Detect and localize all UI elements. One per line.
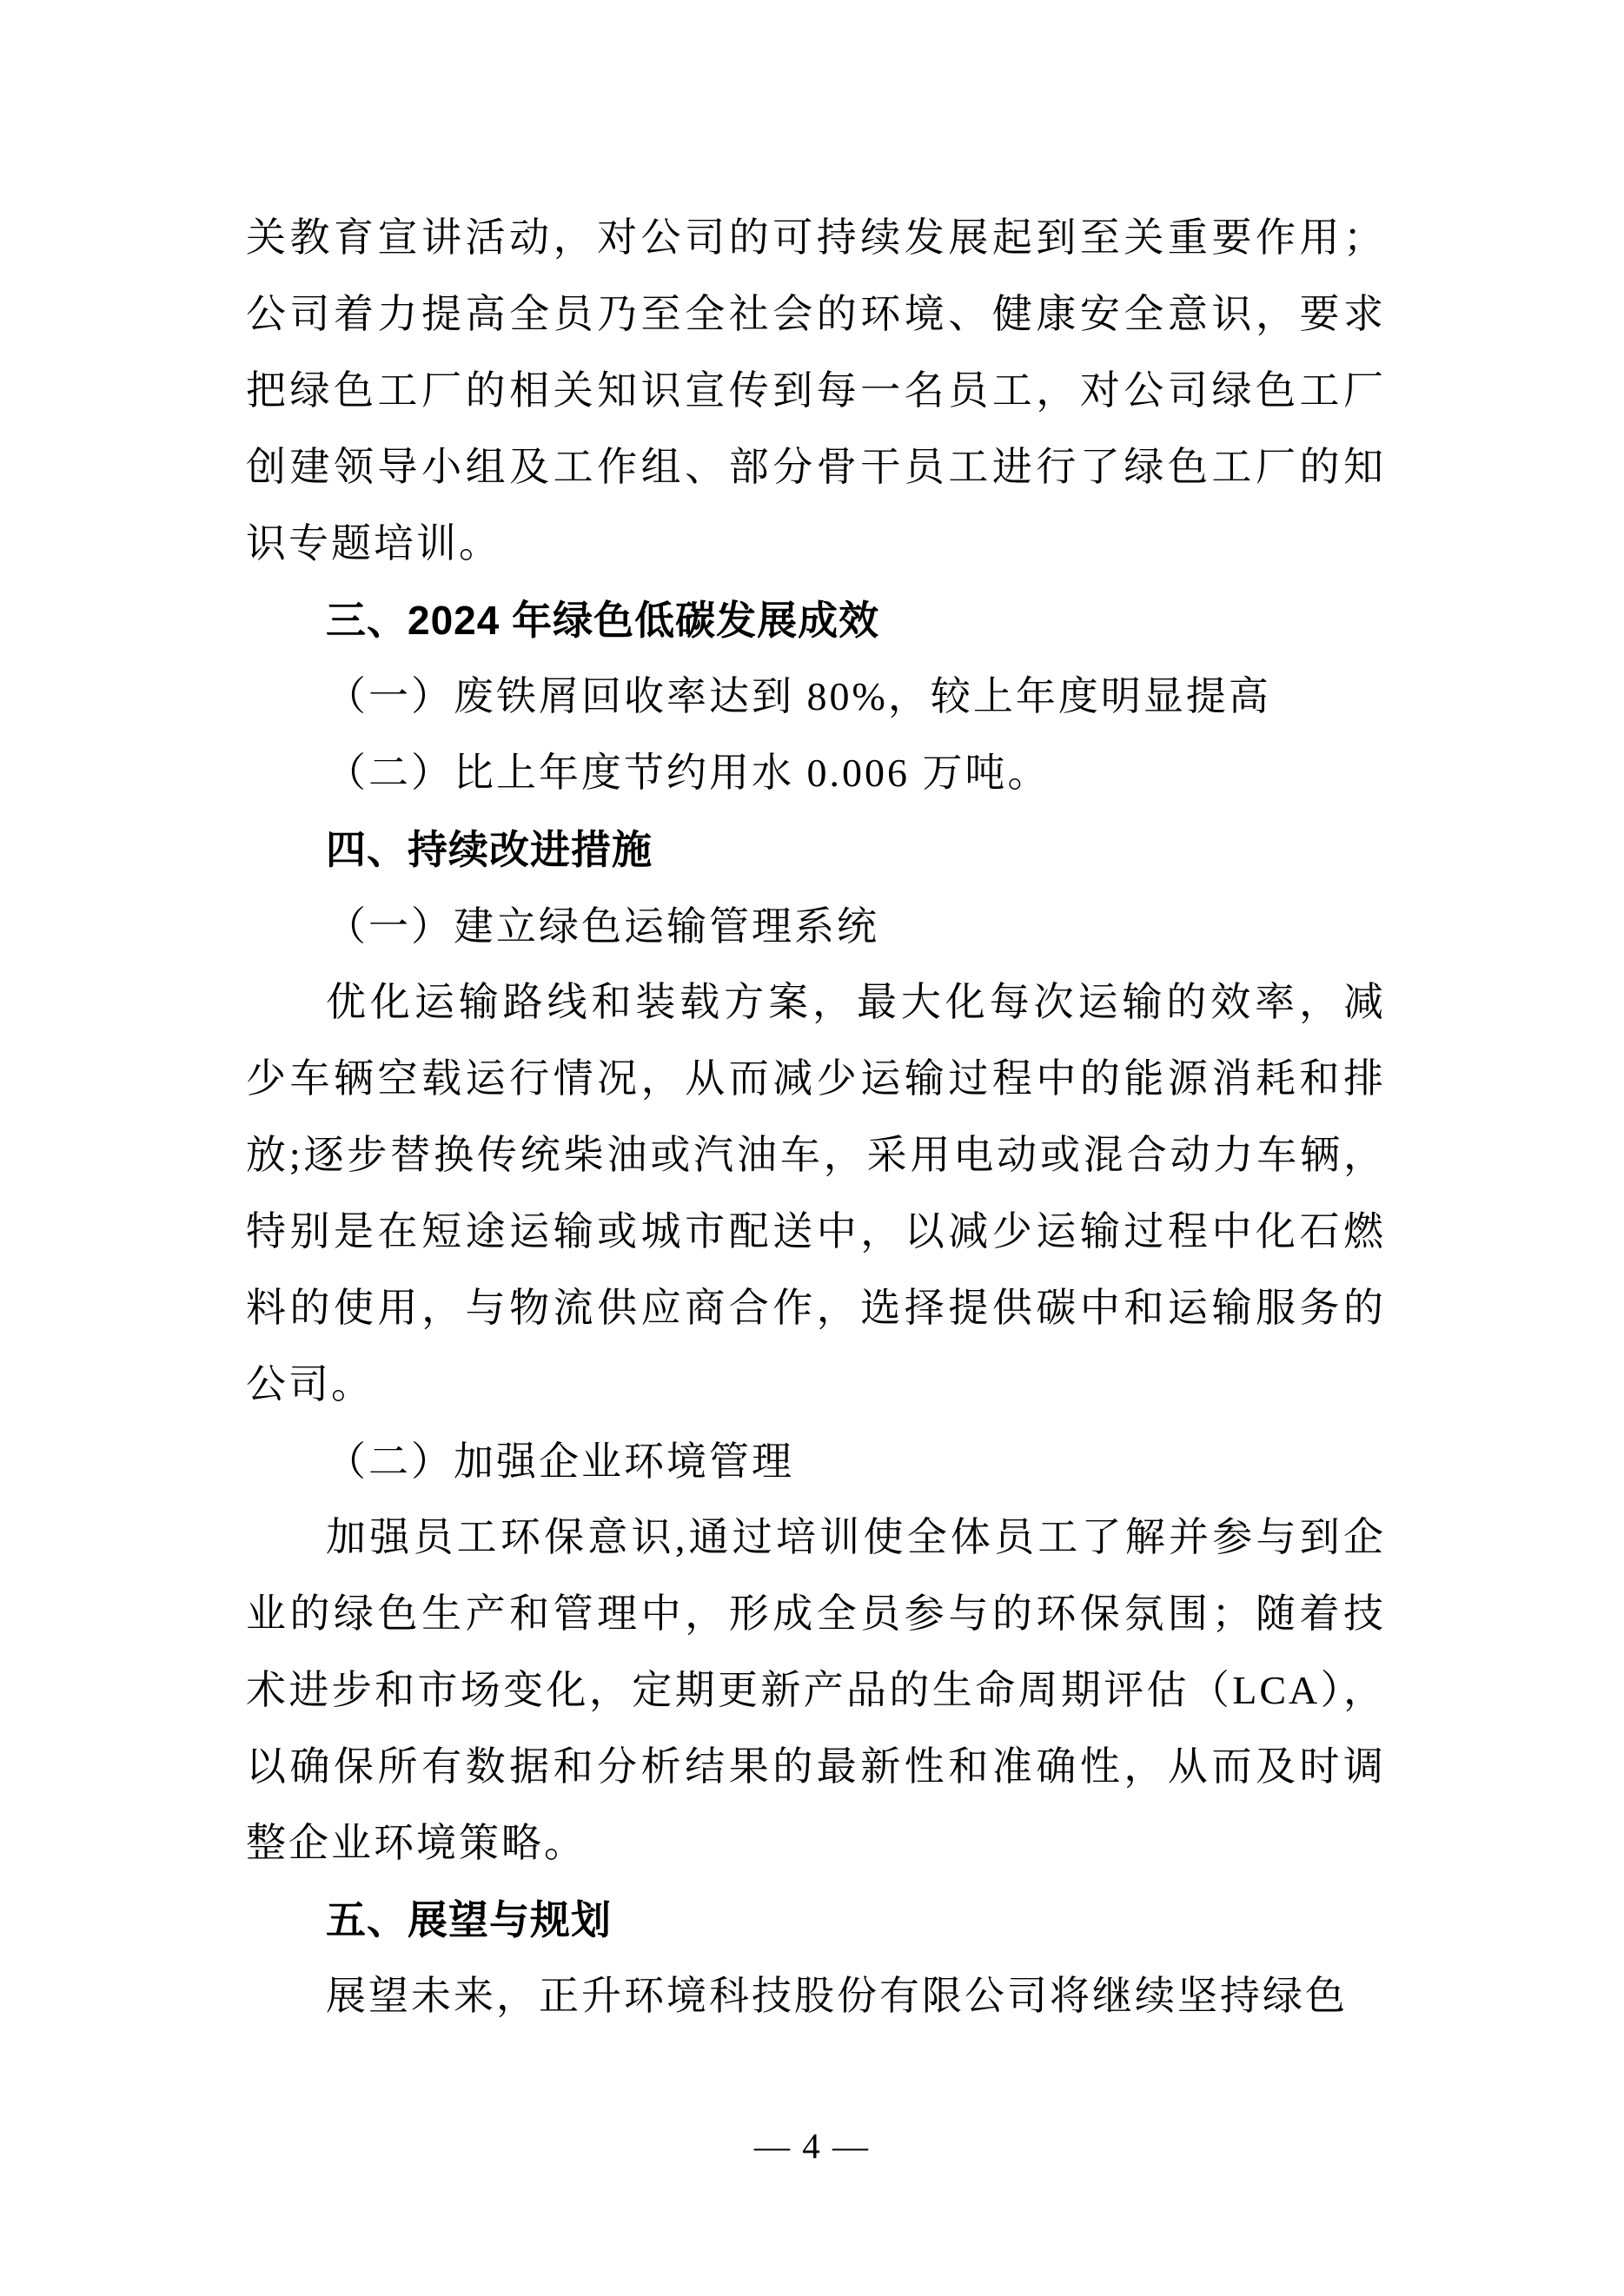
body-paragraph-environment: 加强员工环保意识,通过培训使全体员工了解并参与到企业的绿色生产和管理中，形成全员参与的环保氛围；随着技术进步和市场变化，定期更新产品的生命周期评估（LCA），以确保所有数据和分析结果的最新性和准确性，从而及时调整企业环境策略。 xyxy=(246,1515,1386,1865)
list-item-2: （二）比上年度节约用水 0.006 万吨。 xyxy=(326,751,1051,795)
body-paragraph-transport: 优化运输路线和装载方案，最大化每次运输的效率，减少车辆空载运行情况，从而减少运输过程中的能源消耗和排放;逐步替换传统柴油或汽油车，采用电动或混合动力车辆，特别是在短途运输或城市配送中，以减少运输过程中化石燃料的使用，与物流供应商合作，选择提供碳中和运输服务的公司。 xyxy=(246,980,1386,1406)
section-heading-3: 三、2024 年绿色低碳发展成效 xyxy=(326,598,880,643)
body-paragraph-outlook: 展望未来，正升环境科技股份有限公司将继续坚持绿色 xyxy=(326,1974,1348,2018)
page-footer xyxy=(0,2125,1624,2167)
paragraph-continuation: 关教育宣讲活动，对公司的可持续发展起到至关重要作用；公司着力提高全员乃至全社会的环境、健康安全意识，要求把绿色工厂的相关知识宣传到每一名员工，对公司绿色工厂创建领导小组及工作组、部分骨干员工进行了绿色工厂的知识专题培训。 xyxy=(246,215,1386,566)
subsection-heading-2: （二）加强企业环境管理 xyxy=(326,1438,794,1485)
subsection-heading-1: （一）建立绿色运输管理系统 xyxy=(326,903,879,949)
list-item-1: （一）废铁屑回收率达到 80%，较上年度明显提高 xyxy=(326,674,1271,718)
document-body xyxy=(246,200,1386,2035)
section-heading-5: 五、展望与规划 xyxy=(326,1897,612,1942)
section-heading-4: 四、持续改进措施 xyxy=(326,827,653,872)
page-number: — 4 — xyxy=(754,2126,870,2166)
